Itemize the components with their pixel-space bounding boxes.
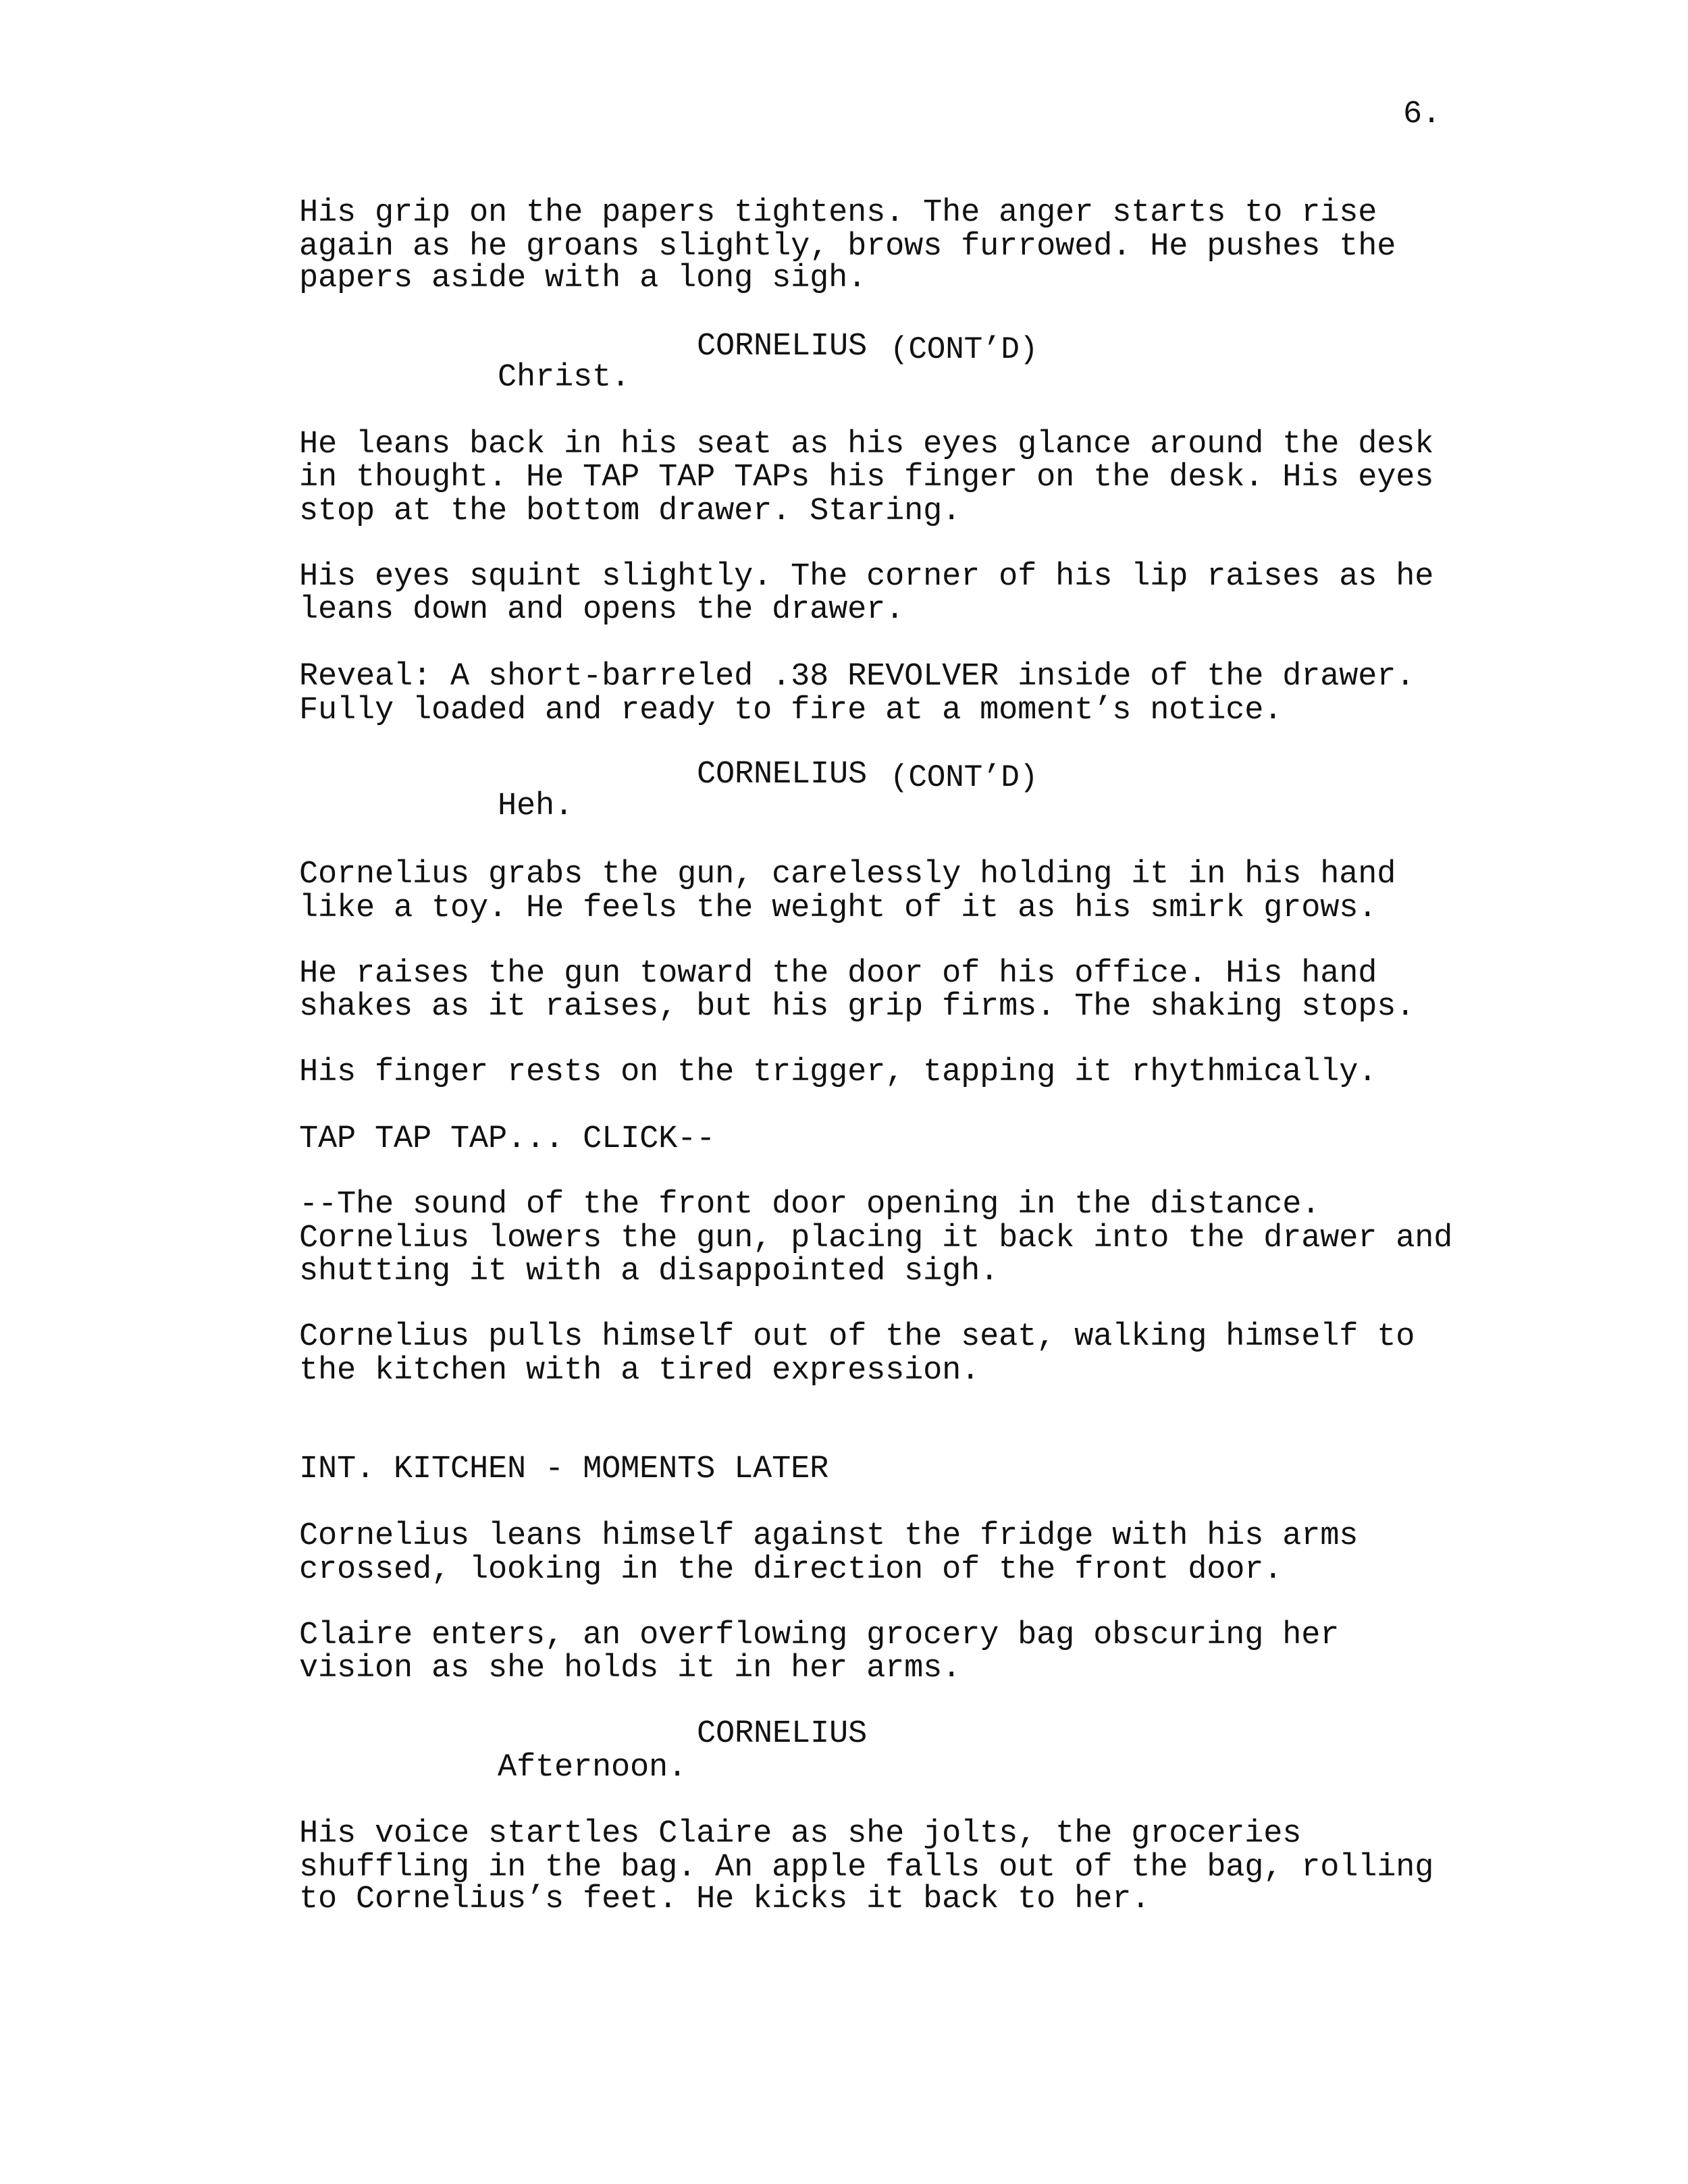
action-line: the kitchen with a tired expression. [299,1353,980,1389]
character-extension: (CONT’D) [890,332,1038,367]
action-line: --The sound of the front door opening in the distance. [299,1187,1321,1223]
character-name: CORNELIUS [697,1716,868,1752]
action-line: to Cornelius’s feet. He kicks it back to her. [299,1882,1151,1917]
action-line: He leans back in his seat as his eyes glance around the desk [299,427,1434,462]
action-line: His eyes squint slightly. The corner of his lip raises as he [299,559,1434,595]
character-extension: (CONT’D) [890,760,1038,795]
action-line: His voice startles Claire as she jolts, the groceries [299,1816,1302,1852]
action-line: He raises the gun toward the door of his office. His hand [299,956,1377,992]
character-name: CORNELIUS [697,757,868,793]
action-line: Reveal: A short-barreled .38 REVOLVER inside of the drawer. [299,659,1415,695]
dialogue-line: Christ. [498,360,631,396]
scene-heading: INT. KITCHEN - MOMENTS LATER [299,1451,829,1487]
action-line: crossed, looking in the direction of the front door. [299,1552,1283,1588]
page-number: 6. [1403,97,1442,132]
action-line: again as he groans slightly, brows furrowed. He pushes the [299,229,1396,265]
action-line: shutting it with a disappointed sigh. [299,1254,999,1289]
action-line: Cornelius leans himself against the fridge with his arms [299,1518,1359,1554]
action-line: like a toy. He feels the weight of it as his smirk grows. [299,890,1377,926]
action-line: Cornelius pulls himself out of the seat, walking himself to [299,1319,1415,1355]
action-line: Fully loaded and ready to fire at a moment’s notice. [299,693,1283,728]
action-line: His finger rests on the trigger, tapping it rhythmically. [299,1055,1377,1090]
action-line: vision as she holds it in her arms. [299,1651,961,1686]
action-line: shakes as it raises, but his grip firms. The shaking stops. [299,989,1415,1025]
action-line: Cornelius lowers the gun, placing it back into the drawer and [299,1221,1453,1256]
dialogue-line: Heh. [498,789,574,824]
action-line: stop at the bottom drawer. Staring. [299,494,961,529]
action-line: leans down and opens the drawer. [299,592,905,628]
action-line: TAP TAP TAP... CLICK-- [299,1121,716,1157]
character-name: CORNELIUS [697,329,868,365]
action-line: Cornelius grabs the gun, carelessly holding it in his hand [299,857,1396,893]
action-line: shuffling in the bag. An apple falls out of the bag, rolling [299,1850,1434,1886]
action-line: papers aside with a long sigh. [299,261,867,296]
action-line: in thought. He TAP TAP TAPs his finger on the desk. His eyes [299,460,1434,496]
action-line: Claire enters, an overflowing grocery bag obscuring her [299,1618,1340,1653]
action-line: His grip on the papers tightens. The anger starts to rise [299,195,1377,231]
dialogue-line: Afternoon. [498,1750,687,1786]
